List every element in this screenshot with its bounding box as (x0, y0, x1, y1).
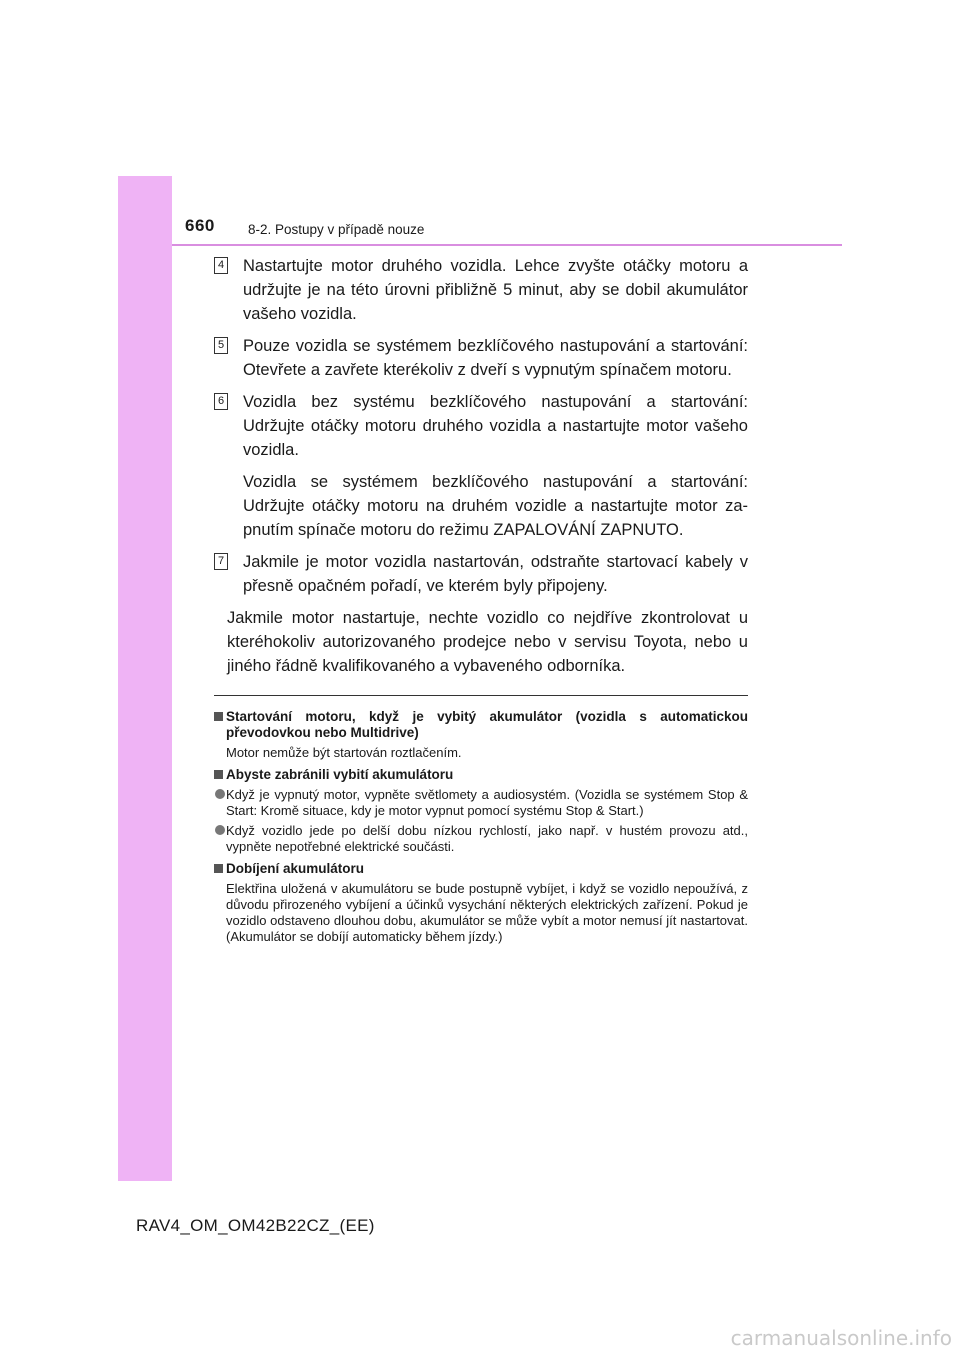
main-content (214, 254, 748, 945)
note-heading-text: Dobíjení akumulátoru (226, 861, 365, 876)
note-heading (214, 861, 748, 877)
step-5 (214, 334, 748, 382)
note-text: Motor nemůže být startován roztlačením. (226, 745, 462, 760)
note-heading-text: Abyste zabránili vybití akumulátoru (226, 767, 454, 782)
page-number: 660 (185, 216, 215, 235)
step-7 (214, 550, 748, 598)
step-text: Pouze vozidla se systémem bezklíčového nastupování a startování: Otevřete a zavřete kterékoliv z dveří s vypnutým spínačem motoru. (243, 337, 748, 379)
note-bullet (214, 787, 748, 819)
header-divider (172, 244, 842, 246)
step-text: Vozidla bez systému bezklíčového nastupování a startování: Udržujte otáčky motoru druhého vozidla a nastartujte motor vašeho vozidla. (243, 393, 748, 459)
side-tab-band (118, 176, 172, 1181)
square-bullet-icon (214, 770, 223, 779)
step-4 (214, 254, 748, 326)
note-bullet (214, 823, 748, 855)
note-bullet-text: Když je vypnutý motor, vypněte světlomety a audiosystém. (Vozidla se systémem Stop & Start: Kromě situace, kdy je motor vypnut pomocí systému Stop & Start.) (226, 787, 748, 818)
note-heading (214, 709, 748, 741)
step-number-badge: 5 (214, 337, 228, 354)
circle-bullet-icon (215, 789, 225, 799)
step-text: Jakmile je motor vozidla nastartován, odstraňte startovací kabely v přesně opačném pořadí, ve kterém byly připojeny. (243, 553, 748, 595)
note-bullet-text: Když vozidlo jede po delší dobu nízkou rychlostí, jako např. v hustém provozu atd., vypněte nepotřebné elektrické součásti. (226, 823, 748, 854)
notes-section (214, 709, 748, 945)
note-heading-text: Startování motoru, když je vybitý akumulátor (vozidla s automatickou převodovkou nebo Multidrive) (226, 709, 748, 740)
step-text: Vozidla se systémem bezklíčového nastupování a startování: Udržujte otáčky motoru na druhém vozidle a nastartujte motor za-pnutím spínače motoru do režimu ZAPALOVÁNÍ ZAPNUTO. (243, 473, 748, 539)
summary-paragraph: Jakmile motor nastartuje, nechte vozidlo co nejdříve zkontrolovat u kteréhokoliv autorizovaného prodejce nebo v servisu Toyota, nebo u jiného řádně kvalifikovaného a vybaveného odborníka. (227, 609, 748, 675)
notes-divider (214, 695, 748, 696)
step-number-badge: 7 (214, 553, 228, 570)
step-text: Nastartujte motor druhého vozidla. Lehce zvyšte otáčky motoru a udržujte je na této úrovni přibližně 5 minut, aby se dobil akumulátor vašeho vozidla. (243, 257, 748, 323)
section-title: 8-2. Postupy v případě nouze (248, 222, 425, 237)
watermark: carmanualsonline.info (730, 1326, 952, 1350)
square-bullet-icon (214, 712, 223, 721)
document-code: RAV4_OM_OM42B22CZ_(EE) (136, 1216, 375, 1235)
circle-bullet-icon (215, 825, 225, 835)
square-bullet-icon (214, 864, 223, 873)
note-text: Elektřina uložená v akumulátoru se bude postupně vybíjet, i když se vozidlo nepoužívá, z důvodu přirozeného vybíjení a účinků vysychání některých elektrických zařízení. Pokud je vozidlo odstaveno dlouhou dobu, akumulátor se může vybít a motor nemusí jít nastartovat. (Akumulátor se dobíjí automaticky během jízdy.) (226, 881, 748, 944)
step-number-badge: 4 (214, 257, 228, 274)
step-number-badge: 6 (214, 393, 228, 410)
step-6 (214, 390, 748, 542)
note-heading (214, 767, 748, 783)
